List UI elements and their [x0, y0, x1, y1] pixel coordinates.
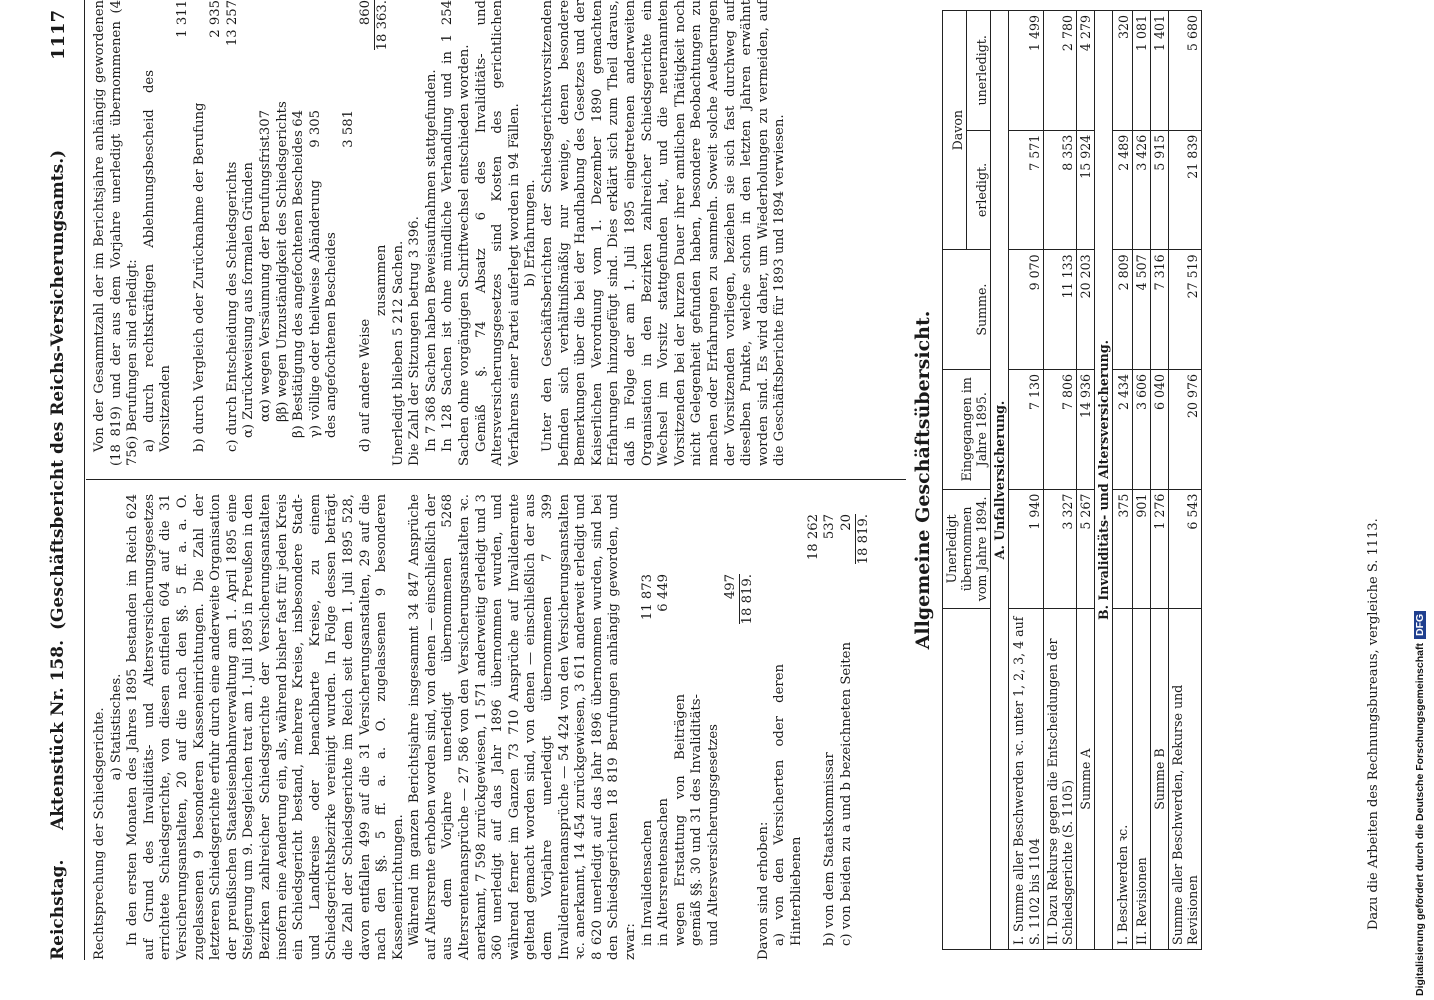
davon-intro: Davon sind erhoben:: [755, 821, 771, 960]
left-subheading: a) Statistisches.: [108, 673, 124, 781]
davon-b: b) von dem Staatskommissar 537: [822, 514, 838, 946]
rotated-content: [40, 0, 1400, 960]
header-uebernommen: Unerledigt übernommen vom Jahre 1894.: [943, 489, 991, 609]
page-number: 1117: [48, 9, 69, 60]
erledigt-c-aa: αα) wegen Versäumung der Berufungsfrist 307: [257, 110, 273, 422]
header-unerledigt: unerledigt.: [967, 11, 991, 131]
items-total: 18 819.: [740, 574, 756, 625]
sitzungen: Die Zahl der Sitzungen betrug 3 396.: [407, 216, 423, 466]
header-davon: Davon: [943, 11, 967, 250]
header-right: (Geschäftsbericht des Reichs-Versicherungsamts.): [48, 149, 68, 630]
overview-table: [942, 10, 1202, 950]
erledigt-c-beta: β) Bestätigung des angefochtenen Bescheides 9 305: [291, 110, 323, 438]
dfg-credit: Digitalisierung gefördert durch die Deutsche ForschungsgemeinschaftDFG: [1414, 6, 1432, 996]
table-row: I. Beschwerden ꝛc. 375 2 434 2 809 2 489 320: [1113, 11, 1133, 950]
table-row-summe-b: Summe B 1 276 6 040 7 316 5 915 1 401: [1151, 11, 1169, 950]
erfahrungen-heading: b) Erfahrungen.: [523, 179, 539, 287]
unerledigt: Unerledigt blieben 5 212 Sachen.: [390, 240, 406, 466]
item-erstattung: wegen Erstattung von Beiträgen gemäß §§. 30 und 31 des Invaliditäts- und Altersversicherungsgesetzes: [672, 694, 721, 946]
paragraph-appeals: Während im ganzen Berichtsjahre insgesammt 34 847 Ansprüche auf Altersrente erhoben worden sind, von denen — einschließlich der aus dem Vorjahre unerledigt übernommenen 5268 Altersrentenansprüche — 27 586 von den Versicherungsanstalten ꝛc. anerkannt, 7 598 zurückgewiesen, 1 571 anderweitig erledigt und 3 360 unerledigt auf das Jahr 1896 übernommen wurden, und während ferner im Ganzen 73 710 Ansprüche auf Invalidenrente geltend gemacht worden sind, von denen — einschließlich der aus dem Vorjahre unerledigt übernommenen 7 399 Invalidenrentenansprüche — 54 424 von den Versicherungsanstalten ꝛc. anerkannt, 14 454 zurückgewiesen, 3 611 anderweit erledigt und 8 620 unerledigt auf das Jahr 1896 übernommen wurden, sind bei den Schiedsgerichten 18 819 Berufungen anhängig geworden, und zwar:: [407, 494, 638, 960]
erledigt-b-value: 2 935: [208, 0, 224, 38]
header-erledigt: erledigt.: [967, 130, 991, 250]
beweisaufnahmen: In 7 368 Sachen haben Beweisaufnahmen stattgefunden.: [423, 69, 439, 452]
erledigt-a-value: 1 311: [174, 0, 190, 38]
erledigt-d: d) auf andere Weise 860: [357, 0, 373, 452]
erledigt-c-gamma: γ) völlige oder theilweise Abänderung des angefochtenen Bescheides: [307, 180, 340, 438]
section-a: A. Unfallversicherung.: [991, 11, 1009, 950]
footnote: Dazu die Arbeiten des Rechnungsbureaus, vergleiche S. 1113.: [1366, 518, 1381, 930]
dfg-logo: DFG: [1414, 611, 1426, 639]
right-column: [92, 0, 789, 466]
header-summe: Summe.: [943, 250, 991, 370]
davon-total: 18 819.: [856, 514, 872, 565]
erfahrungen-text: Unter den Geschäftsberichten der Schiedsgerichtsvorsitzenden befinden sich verhältnißmäßig nur wenige, denen besondere Bemerkungen über die bei der Handhabung des Gesetzes und der Kaiserlichen Verordnung vom 1. Dezember 1890 gemachten Erfahrungen hinzugefügt sind. Dies erklärt sich zum Theil daraus, daß in Folge der am 1. Juli 1895 eingetretenen anderweiten Organisation in den Bezirken zahlreicher Schiedsgerichte ein Wechsel im Vorsitz stattgefunden hat, und die neuernannten Vorsitzenden bei der kurzen Dauer ihrer amtlichen Thätigkeit noch nicht Gelegenheit gefunden haben, besondere Beobachtungen zu machen oder Erfahrungen zu sammeln. Soweit solche Aeußerungen der Vorsitzenden vorliegen, beziehen sie sich fast durchweg auf dieselben Punkte, welche schon in den letzten Jahren erwähnt worden sind. Es wird daher, um Wiederholungen zu vermeiden, auf die Geschäftsberichte für 1893 und 1894 verwiesen.: [540, 0, 788, 466]
davon-a-value: 18 262: [805, 514, 821, 561]
right-intro: Von der Gesammtzahl der im Berichtsjahre anhängig gewordenen (18 819) und der aus dem Vorjahre unerledigt übernommenen (4 756) Berufungen sind erledigt:: [92, 0, 141, 466]
zusammen: zusammen 18 363.: [374, 0, 391, 316]
left-heading: Rechtsprechung der Schiedsgerichte.: [92, 707, 107, 960]
paragraph-statistics: In den ersten Monaten des Jahres 1895 bestanden im Reich 624 auf Grund des Invaliditäts- und Altersversicherungsgesetzes errichtete Schiedsgerichte, von diesen entfielen 604 auf die 31 Versicherungsanstalten, 20 auf die nach den §§. 5 ff. a. a. O. zugelassenen 9 besonderen Kasseneinrichtungen. Die Zahl der letzteren Schiedsgerichte erfuhr durch eine anderweite Organisation der preußischen Staatseisenbahnverwaltung am 1. April 1895 eine Steigerung um 9. Desgleichen trat am 1. Juli 1895 in Preußen in den Bezirken zahlreicher Schiedsgerichte der Versicherungsanstalten insofern eine Aenderung ein, als, während bisher fast für jeden Kreis ein Schiedsgericht bestand, mehrere Kreise, insbesondere Stadt- und Landkreise oder benachbarte Kreise, zu einem Schiedsgerichtsbezirke vereinigt wurden. In Folge dessen beträgt die Zahl der Schiedsgerichte im Reich seit dem 1. Juli 1895 528, davon entfallen 499 auf die 31 Versicherungsanstalten, 29 auf die nach den §§. 5 ff. a. a. O. zugelassenen 9 besonderen Kasseneinrichtungen.: [125, 494, 406, 960]
dfg-sidebar: [1414, 6, 1432, 996]
left-column: [92, 494, 873, 960]
table-row: II. Dazu Rekurse gegen die Entscheidungen der Schiedsgerichte (S. 1105) 3 327 7 806 11 133 8 353 2 780: [1044, 11, 1077, 950]
page-header: [40, 0, 85, 960]
table-row-summe-a: Summe A 5 267 14 936 20 203 15 924 4 279: [1077, 11, 1095, 950]
table-row: I. Summe aller Beschwerden ꝛc. unter 1, 2, 3, 4 auf S. 1102 bis 1104 1 940 7 130 9 070 7 571 1 499: [1009, 11, 1044, 950]
erledigt-c-gamma-value: 3 581: [340, 110, 356, 148]
column-divider: [86, 479, 906, 480]
header-left: Reichstag.: [48, 859, 68, 960]
overview-title: Allgemeine Geschäftsübersicht.: [912, 310, 934, 650]
header-eingegangen: Eingegangen im Jahre 1895.: [943, 369, 991, 489]
table-row: II. Revisionen 901 3 606 4 507 3 426 1 081: [1133, 11, 1151, 950]
paragraph-74: Gemäß §. 74 Absatz 6 des Invaliditäts- und Altersversicherungsgesetzes sind Kosten des gerichtlichen Verfahrens einer Partei auferlegt worden in 94 Fällen.: [473, 0, 522, 466]
erledigt-c: c) durch Entscheidung des Schiedsgerichts 13 257: [224, 0, 240, 452]
item-erstattung-value: 497: [722, 574, 738, 600]
davon-c: c) von beiden zu a und b bezeichneten Seiten 20: [838, 514, 854, 946]
erledigt-b: b) durch Vergleich oder Zurücknahme der Berufung: [191, 102, 207, 452]
header-middle: Aktenstück Nr. 158.: [48, 639, 68, 830]
table-row-total: Summe aller Beschwerden, Rekurse und Revisionen 6 543 20 976 27 519 21 839 5 680: [1169, 11, 1202, 950]
erledigt-a: a) durch rechtskräftigen Ablehnungsbescheid des Vorsitzenden: [141, 70, 174, 452]
header-label-blank: [943, 609, 991, 950]
item-alters: in Altersrentensachen 6 449: [656, 574, 672, 946]
paragraph-128: In 128 Sachen ist ohne mündliche Verhandlung und in 1 254 Sachen ohne vorgängigen Schriftwechsel entschieden worden.: [440, 0, 473, 466]
item-invaliden: in Invalidensachen 11 873: [639, 574, 655, 946]
section-b: B. Invaliditäts- und Altersversicherung.: [1095, 11, 1113, 950]
erledigt-c-bb: ββ) wegen Unzuständigkeit des Schiedsgerichts 64: [274, 101, 307, 422]
erledigt-c-alpha: α) Zurückweisung aus formalen Gründen: [241, 162, 257, 438]
davon-a: a) von den Versicherten oder deren Hinterbliebenen: [772, 664, 804, 946]
